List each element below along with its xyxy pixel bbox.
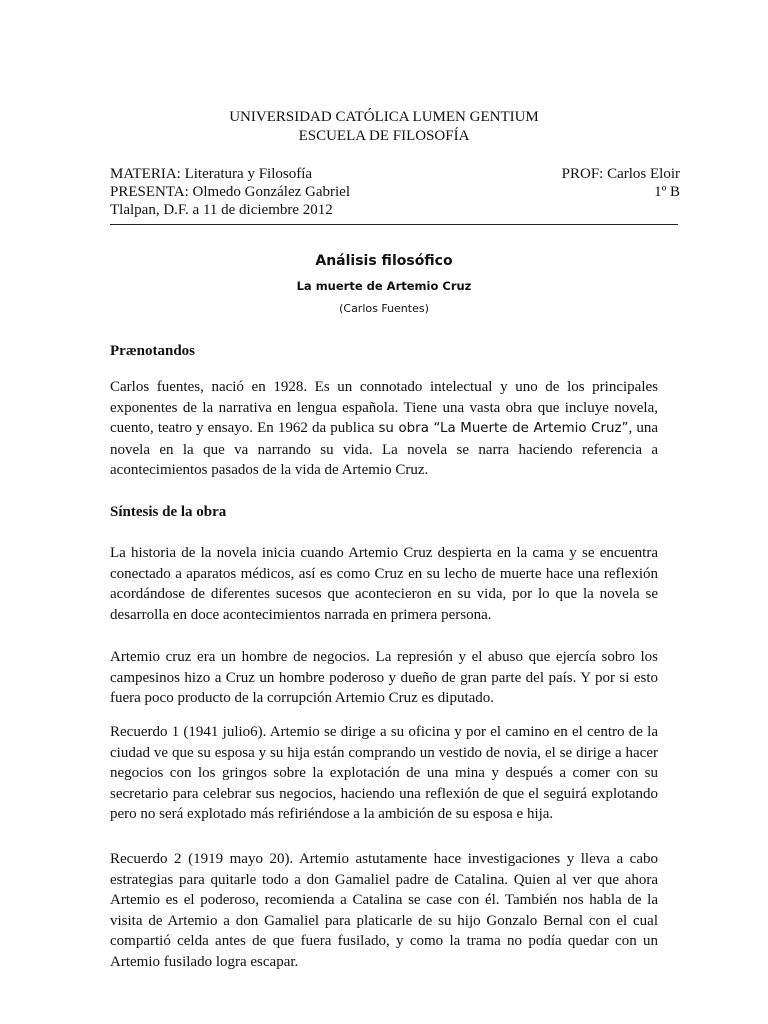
- work-author: (Carlos Fuentes): [339, 302, 429, 315]
- meta-row-presenta: [110, 183, 680, 201]
- paragraph-sintesis-1: La historia de la novela inicia cuando Artemio Cruz despierta en la cama y se encuentra conectado a aparatos médicos, así es como Cruz en su lecho de muerte hace una reflexión acordándose de diferentes sucesos que acontecieron en su vida, por lo que la novela se desarrolla en doce acontecimientos narrada en primera persona.: [110, 545, 658, 623]
- paragraph-praenotandos: [110, 377, 658, 481]
- school-name: ESCUELA DE FILOSOFÍA: [298, 128, 470, 144]
- place-date-label: Tlalpan, D.F. a 11 de diciembre 2012: [110, 202, 333, 218]
- section-heading-sintesis: Síntesis de la obra: [110, 504, 227, 520]
- paragraph-recuerdo-2: Recuerdo 2 (1919 mayo 20). Artemio astutamente hace investigaciones y lleva a cabo estrategias para quitarle todo a don Gamaliel padre de Catalina. Quien al ver que ahora Artemio es el poderoso, recomienda a Catalina se case con él. También nos habla de la visita de Artemio a don Gamaliel para platicarle de su hijo Gonzalo Bernal con el cual compartió celda antes de que fuera fusilado, y como la trama no podía quedar con un Artemio fusilado logra escapar.: [110, 851, 658, 970]
- paragraph-sintesis-2: Artemio cruz era un hombre de negocios. La represión y el abuso que ejercía sobro los campesinos hizo a Cruz un hombre poderoso y dueño de gran parte del país. Y por si esto fuera poco producto de la corrupción Artemio Cruz es diputado.: [110, 649, 658, 707]
- meta-row-place-date: [110, 201, 680, 219]
- paragraph-text: Carlos fuentes, nació en 1928. Es un connotado intelectual y uno de los principales exponentes de la narrativa en lengua española. Tiene una vasta obra que incluye novela, cuento, teatro y ensayo. En 1962 da publica: [110, 379, 658, 437]
- presenter-label: PRESENTA: Olmedo González Gabriel: [110, 184, 350, 200]
- header-divider: [110, 224, 678, 225]
- work-title: La muerte de Artemio Cruz: [296, 279, 472, 293]
- paragraph-recuerdo-1: Recuerdo 1 (1941 julio6). Artemio se dirige a su oficina y por el camino en el centro de la ciudad ve que su esposa y su hija están comprando un vestido de novia, el se dirige a hacer negocios con los gringos sobre la explotación de una mina y después a comer con su secretario para celebrar sus negocios, haciendo una reflexión de que el seguirá explotando pero no será explotado más refiriéndose a la ambición de su esposa e hija.: [110, 724, 658, 823]
- university-name: UNIVERSIDAD CATÓLICA LUMEN GENTIUM: [229, 109, 539, 125]
- document-title: Análisis filosófico: [315, 253, 453, 269]
- paragraph-text-work-reference: su obra “La Muerte de Artemio Cruz”: [378, 421, 629, 437]
- paragraph-text: , una novela en la que va narrando su vida. La novela se narra haciendo referencia a acontecimientos pasados de la vida de Artemio Cruz.: [110, 420, 658, 479]
- professor-label: PROF: Carlos Eloir: [561, 166, 680, 182]
- grade-label: 1º B: [654, 184, 680, 200]
- materia-label: MATERIA: Literatura y Filosofía: [110, 166, 313, 182]
- section-heading-praenotandos: Prænotandos: [110, 343, 196, 359]
- meta-row-materia: [110, 165, 680, 183]
